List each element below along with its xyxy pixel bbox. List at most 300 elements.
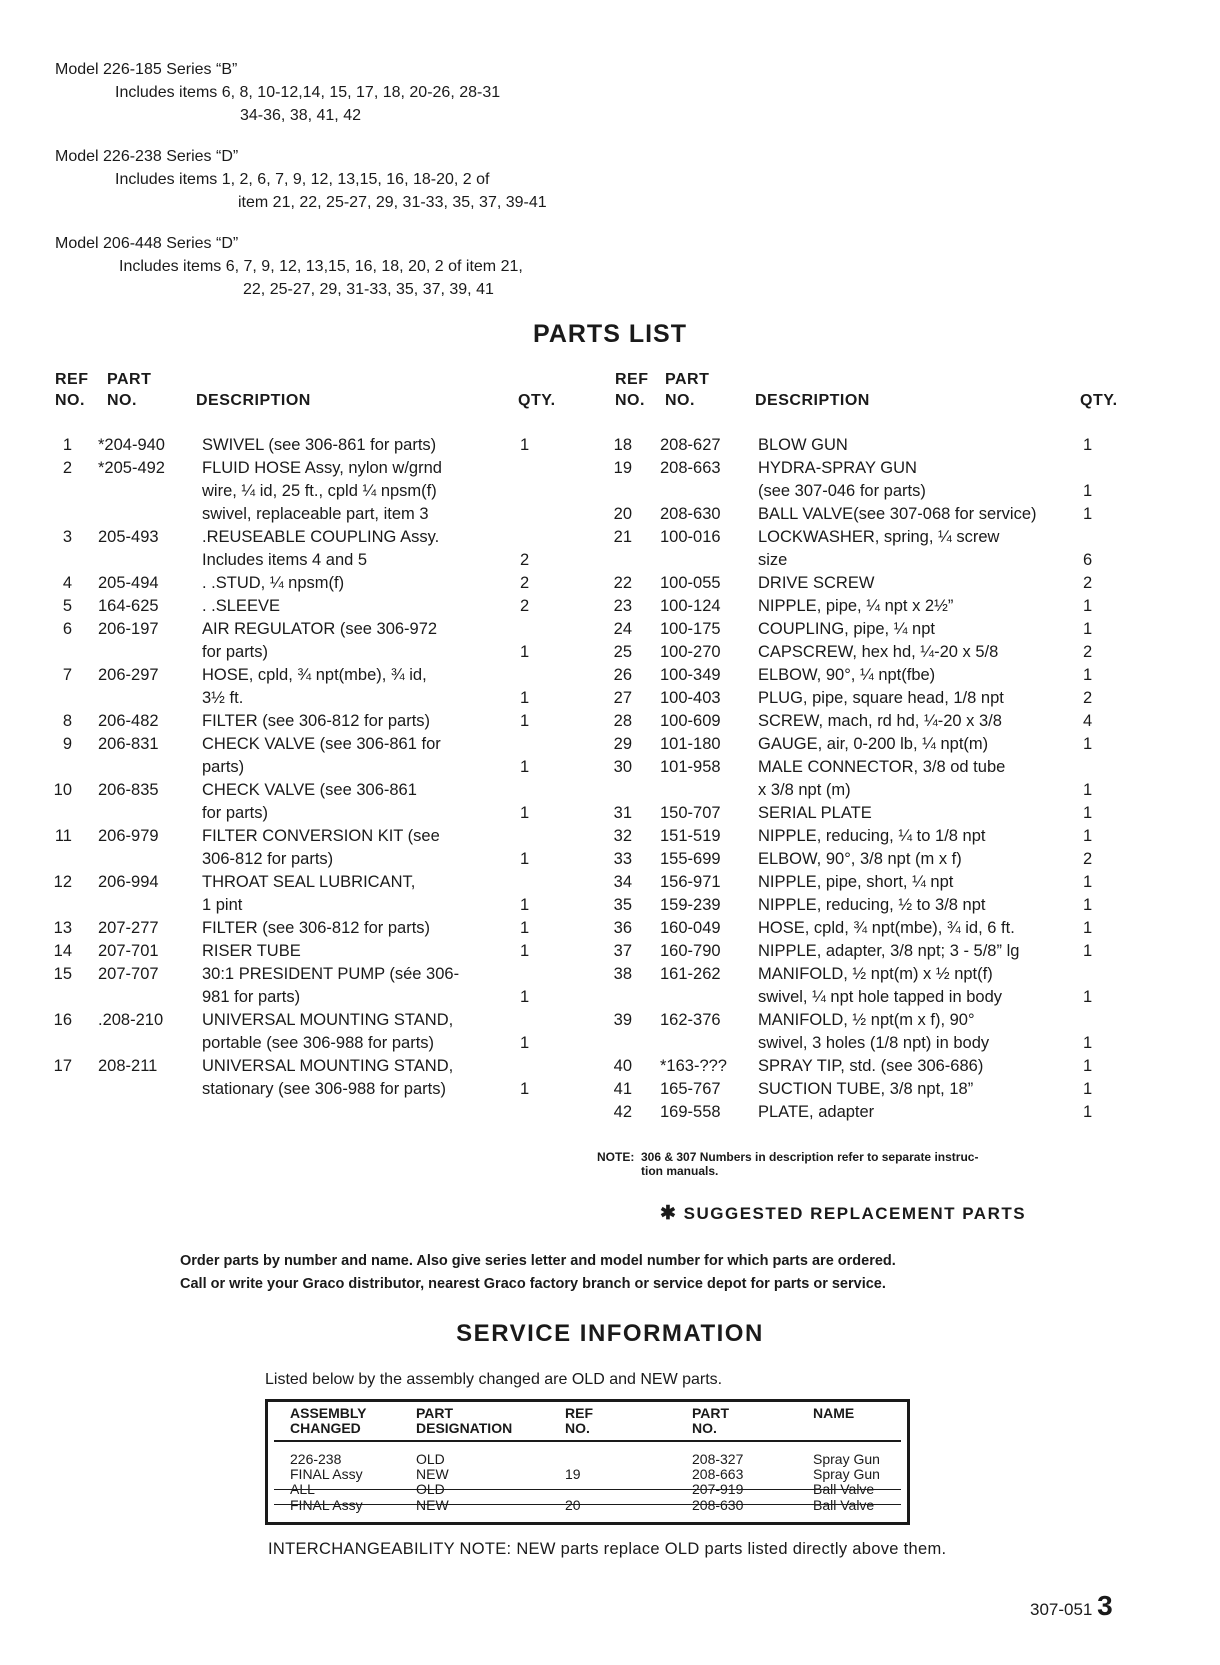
qty: 2 bbox=[1083, 643, 1093, 661]
service-intro: Listed below by the assembly changed are OLD and NEW parts. bbox=[265, 1371, 723, 1388]
parts-row bbox=[50, 848, 570, 871]
parts-row bbox=[50, 710, 570, 733]
part-no: 205-494 bbox=[98, 574, 159, 592]
ref-no: 9 bbox=[62, 735, 72, 753]
parts-table-right bbox=[610, 434, 1125, 1124]
description: SWIVEL (see 306-861 for parts) bbox=[202, 436, 437, 454]
note-text: 306 & 307 Numbers in description refer to separate instruc- bbox=[641, 1150, 979, 1164]
part-no: 100-403 bbox=[660, 689, 721, 707]
qty: 1 bbox=[520, 758, 530, 776]
suggested-replacement-parts bbox=[660, 1202, 1026, 1225]
col-part-no: NO. bbox=[692, 1420, 717, 1436]
parts-row bbox=[610, 457, 1125, 480]
description: . .STUD, ¼ npsm(f) bbox=[202, 574, 345, 592]
ref-no: 29 bbox=[613, 735, 632, 753]
ref-no: 8 bbox=[62, 712, 72, 730]
parts-row bbox=[610, 641, 1125, 664]
parts-row bbox=[50, 917, 570, 940]
part-no: 206-979 bbox=[98, 827, 159, 845]
parts-row bbox=[610, 894, 1125, 917]
parts-row bbox=[610, 825, 1125, 848]
ref-no: 16 bbox=[53, 1011, 72, 1029]
part-no: 159-239 bbox=[660, 896, 721, 914]
qty: 1 bbox=[1083, 827, 1093, 845]
ref-no: 21 bbox=[613, 528, 632, 546]
service-row bbox=[268, 1452, 907, 1467]
qty: 1 bbox=[1083, 1034, 1093, 1052]
col-name: NAME bbox=[813, 1405, 855, 1421]
note-text: tion manuals. bbox=[641, 1164, 719, 1178]
parts-row bbox=[610, 480, 1125, 503]
col-ref: REF bbox=[565, 1405, 593, 1421]
ref-no: 24 bbox=[613, 620, 632, 638]
parts-row bbox=[610, 917, 1125, 940]
header-part: PART bbox=[107, 371, 152, 388]
header-ref: REF bbox=[615, 371, 649, 388]
part-name: Ball Valve bbox=[813, 1481, 875, 1497]
part-no: 206-297 bbox=[98, 666, 159, 684]
ref-no: 10 bbox=[53, 781, 72, 799]
description: HYDRA-SPRAY GUN bbox=[758, 459, 917, 477]
parts-row bbox=[610, 986, 1125, 1009]
qty: 1 bbox=[1083, 781, 1093, 799]
parts-row bbox=[610, 733, 1125, 756]
parts-row bbox=[610, 871, 1125, 894]
description: ELBOW, 90°, ¼ npt(fbe) bbox=[758, 666, 936, 684]
ref-no: 34 bbox=[613, 873, 632, 891]
description: swivel, 3 holes (1/8 npt) in body bbox=[758, 1034, 990, 1052]
part-no: 100-609 bbox=[660, 712, 721, 730]
ref-no: 30 bbox=[613, 758, 632, 776]
ref-no: 6 bbox=[62, 620, 72, 638]
assembly-changed: FINAL Assy bbox=[290, 1497, 363, 1513]
description: NIPPLE, pipe, short, ¼ npt bbox=[758, 873, 954, 891]
description: x 3/8 npt (m) bbox=[758, 781, 851, 799]
parts-list-title: PARTS LIST bbox=[533, 320, 687, 348]
qty: 1 bbox=[1083, 988, 1093, 1006]
description: COUPLING, pipe, ¼ npt bbox=[758, 620, 935, 638]
model-includes-line: Includes items 1, 2, 6, 7, 9, 12, 13,15, 16, 18-20, 2 of bbox=[115, 171, 490, 188]
ref-no: 26 bbox=[613, 666, 632, 684]
parts-row bbox=[610, 963, 1125, 986]
parts-row bbox=[610, 848, 1125, 871]
header-qty: QTY. bbox=[1080, 392, 1118, 409]
parts-row bbox=[50, 1055, 570, 1078]
ref-no: 38 bbox=[613, 965, 632, 983]
ref-no: 39 bbox=[613, 1011, 632, 1029]
part-no: 165-767 bbox=[660, 1080, 721, 1098]
col-designation: PART bbox=[416, 1405, 454, 1421]
description: SPRAY TIP, std. (see 306-686) bbox=[758, 1057, 984, 1075]
ref-no: 3 bbox=[62, 528, 72, 546]
ref-no: 19 bbox=[613, 459, 632, 477]
model-includes bbox=[55, 255, 547, 301]
part-no: 162-376 bbox=[660, 1011, 721, 1029]
part-no: 207-919 bbox=[692, 1481, 744, 1497]
model-block-226-185 bbox=[55, 58, 547, 127]
parts-row bbox=[610, 618, 1125, 641]
part-no: 205-493 bbox=[98, 528, 159, 546]
ref-no: 11 bbox=[54, 827, 72, 845]
model-title: Model 226-185 Series “B” bbox=[55, 61, 238, 78]
part-no: 206-197 bbox=[98, 620, 159, 638]
description: AIR REGULATOR (see 306-972 bbox=[202, 620, 438, 638]
parts-row bbox=[50, 825, 570, 848]
qty: 1 bbox=[520, 1034, 530, 1052]
model-block-226-238 bbox=[55, 145, 547, 214]
qty: 1 bbox=[520, 712, 530, 730]
part-designation: NEW bbox=[416, 1497, 449, 1513]
service-row bbox=[268, 1467, 907, 1482]
qty: 1 bbox=[520, 436, 530, 454]
qty: 1 bbox=[1083, 873, 1093, 891]
ref-no: 32 bbox=[613, 827, 632, 845]
ref-no: 17 bbox=[53, 1057, 72, 1075]
parts-row bbox=[50, 986, 570, 1009]
description: CHECK VALVE (see 306-861 bbox=[202, 781, 417, 799]
part-no: 161-262 bbox=[660, 965, 721, 983]
parts-row bbox=[610, 1032, 1125, 1055]
qty: 2 bbox=[1083, 850, 1093, 868]
col-ref: NO. bbox=[565, 1420, 590, 1436]
ref-no: 5 bbox=[62, 597, 72, 615]
description: GAUGE, air, 0-200 lb, ¼ npt(m) bbox=[758, 735, 989, 753]
parts-row bbox=[50, 1009, 570, 1032]
model-list bbox=[55, 58, 547, 319]
header-qty: QTY. bbox=[518, 392, 556, 409]
description: NIPPLE, reducing, ½ to 3/8 npt bbox=[758, 896, 986, 914]
part-no: 208-630 bbox=[692, 1497, 744, 1513]
ref-no: 1 bbox=[62, 436, 72, 454]
parts-row bbox=[610, 779, 1125, 802]
ref-no: 31 bbox=[613, 804, 632, 822]
qty: 1 bbox=[1083, 896, 1093, 914]
page-code: 307-051 bbox=[1030, 1600, 1093, 1619]
parts-row bbox=[50, 457, 570, 480]
ref-no: 33 bbox=[613, 850, 632, 868]
parts-row bbox=[50, 779, 570, 802]
qty: 1 bbox=[1083, 505, 1093, 523]
asterisk-icon: ✱ bbox=[660, 1203, 678, 1224]
row-divider bbox=[274, 1504, 901, 1505]
part-designation: OLD bbox=[416, 1481, 445, 1497]
part-no: 101-958 bbox=[660, 758, 721, 776]
part-no: 151-519 bbox=[660, 827, 721, 845]
parts-row bbox=[610, 526, 1125, 549]
ref-no: 12 bbox=[53, 873, 72, 891]
qty: 1 bbox=[520, 919, 530, 937]
part-name: Spray Gun bbox=[813, 1451, 880, 1467]
col-designation: DESIGNATION bbox=[416, 1420, 513, 1436]
assembly-changed: FINAL Assy bbox=[290, 1466, 363, 1482]
parts-row bbox=[610, 434, 1125, 457]
ref-no: 37 bbox=[613, 942, 632, 960]
part-no: *204-940 bbox=[98, 436, 165, 454]
model-includes-line: 22, 25-27, 29, 31-33, 35, 37, 39, 41 bbox=[243, 281, 494, 298]
qty: 1 bbox=[1083, 1057, 1093, 1075]
parts-row bbox=[50, 664, 570, 687]
parts-row bbox=[50, 572, 570, 595]
part-no: 164-625 bbox=[98, 597, 159, 615]
description: LOCKWASHER, spring, ¼ screw bbox=[758, 528, 1000, 546]
description: UNIVERSAL MOUNTING STAND, bbox=[202, 1057, 454, 1075]
parts-row bbox=[610, 549, 1125, 572]
header-ref-no: NO. bbox=[615, 392, 645, 409]
part-no: 150-707 bbox=[660, 804, 721, 822]
description: NIPPLE, adapter, 3/8 npt; 3 - 5/8” lg bbox=[758, 942, 1020, 960]
description: CAPSCREW, hex hd, ¼-20 x 5/8 bbox=[758, 643, 999, 661]
parts-row bbox=[50, 733, 570, 756]
description: 306-812 for parts) bbox=[202, 850, 334, 868]
description: . .SLEEVE bbox=[202, 597, 280, 615]
parts-row bbox=[50, 963, 570, 986]
qty: 2 bbox=[520, 574, 530, 592]
parts-row bbox=[50, 802, 570, 825]
parts-row bbox=[50, 1032, 570, 1055]
part-no: 206-831 bbox=[98, 735, 159, 753]
part-no: 100-349 bbox=[660, 666, 721, 684]
parts-row bbox=[50, 1078, 570, 1101]
parts-row bbox=[610, 1101, 1125, 1124]
qty: 1 bbox=[520, 1080, 530, 1098]
description: swivel, replaceable part, item 3 bbox=[202, 505, 429, 523]
part-no: 208-663 bbox=[692, 1466, 744, 1482]
qty: 1 bbox=[1083, 666, 1093, 684]
parts-row bbox=[610, 595, 1125, 618]
qty: 1 bbox=[1083, 620, 1093, 638]
assembly-changed: 226-238 bbox=[290, 1451, 342, 1467]
parts-row bbox=[610, 1078, 1125, 1101]
part-no: 207-707 bbox=[98, 965, 159, 983]
model-includes-line: 34-36, 38, 41, 42 bbox=[240, 107, 361, 124]
model-includes bbox=[55, 81, 547, 127]
part-no: 160-049 bbox=[660, 919, 721, 937]
part-no: 101-180 bbox=[660, 735, 721, 753]
page-footer bbox=[1030, 1590, 1113, 1622]
ref-no: 20 bbox=[613, 505, 632, 523]
note-label: NOTE: bbox=[597, 1150, 635, 1164]
description: ELBOW, 90°, 3/8 npt (m x f) bbox=[758, 850, 962, 868]
description: UNIVERSAL MOUNTING STAND, bbox=[202, 1011, 454, 1029]
part-no: 208-627 bbox=[660, 436, 721, 454]
parts-row bbox=[50, 756, 570, 779]
ref-no: 7 bbox=[62, 666, 72, 684]
part-no: 208-630 bbox=[660, 505, 721, 523]
model-includes bbox=[55, 168, 547, 214]
model-includes-line: item 21, 22, 25-27, 29, 31-33, 35, 37, 39-41 bbox=[238, 194, 547, 211]
header-part-no: NO. bbox=[107, 392, 137, 409]
header-ref-no: NO. bbox=[55, 392, 85, 409]
description: DRIVE SCREW bbox=[758, 574, 875, 592]
description: CHECK VALVE (see 306-861 for bbox=[202, 735, 441, 753]
qty: 2 bbox=[520, 597, 530, 615]
ref-no: 42 bbox=[613, 1103, 632, 1121]
service-row bbox=[268, 1498, 907, 1513]
parts-row bbox=[610, 572, 1125, 595]
ref-no: 25 bbox=[613, 643, 632, 661]
description: FLUID HOSE Assy, nylon w/grnd bbox=[202, 459, 442, 477]
header-part-no: NO. bbox=[665, 392, 695, 409]
qty: 4 bbox=[1083, 712, 1093, 730]
ref-no: 19 bbox=[565, 1466, 581, 1482]
qty: 1 bbox=[1083, 735, 1093, 753]
part-no: 100-124 bbox=[660, 597, 721, 615]
qty: 2 bbox=[520, 551, 530, 569]
description: MANIFOLD, ½ npt(m) x ½ npt(f) bbox=[758, 965, 993, 983]
header-description: DESCRIPTION bbox=[755, 392, 870, 409]
description: THROAT SEAL LUBRICANT, bbox=[202, 873, 416, 891]
part-no: 206-482 bbox=[98, 712, 159, 730]
ref-no: 18 bbox=[613, 436, 632, 454]
description: Includes items 4 and 5 bbox=[202, 551, 368, 569]
parts-row bbox=[50, 940, 570, 963]
qty: 1 bbox=[1083, 942, 1093, 960]
parts-row bbox=[50, 687, 570, 710]
description: 1 pint bbox=[202, 896, 243, 914]
description: size bbox=[758, 551, 788, 569]
order-line: Order parts by number and name. Also give series letter and model number for which parts are ordered. bbox=[180, 1253, 896, 1269]
service-table bbox=[265, 1399, 910, 1525]
parts-row bbox=[610, 503, 1125, 526]
part-no: 206-994 bbox=[98, 873, 159, 891]
col-assembly: CHANGED bbox=[290, 1420, 361, 1436]
ref-no: 20 bbox=[565, 1497, 581, 1513]
parts-note bbox=[597, 1150, 978, 1178]
parts-row bbox=[610, 664, 1125, 687]
description: FILTER CONVERSION KIT (see bbox=[202, 827, 440, 845]
parts-row bbox=[50, 549, 570, 572]
parts-row bbox=[610, 940, 1125, 963]
description: (see 307-046 for parts) bbox=[758, 482, 926, 500]
parts-row bbox=[50, 434, 570, 457]
qty: 1 bbox=[1083, 804, 1093, 822]
qty: 1 bbox=[520, 850, 530, 868]
parts-row bbox=[610, 756, 1125, 779]
description: parts) bbox=[202, 758, 245, 776]
description: MANIFOLD, ½ npt(m x f), 90° bbox=[758, 1011, 975, 1029]
parts-row bbox=[50, 894, 570, 917]
description: portable (see 306-988 for parts) bbox=[202, 1034, 435, 1052]
order-line: Call or write your Graco distributor, nearest Graco factory branch or service depot for parts or service. bbox=[180, 1276, 886, 1292]
qty: 1 bbox=[1083, 919, 1093, 937]
description: BLOW GUN bbox=[758, 436, 848, 454]
description: HOSE, cpld, ¾ npt(mbe), ¾ id, 6 ft. bbox=[758, 919, 1015, 937]
part-name: Ball Valve bbox=[813, 1497, 875, 1513]
part-name: Spray Gun bbox=[813, 1466, 880, 1482]
parts-table-left bbox=[50, 434, 570, 1101]
part-no: 208-211 bbox=[98, 1057, 158, 1075]
parts-row bbox=[50, 480, 570, 503]
part-no: .208-210 bbox=[98, 1011, 164, 1029]
description: stationary (see 306-988 for parts) bbox=[202, 1080, 446, 1098]
page-number: 3 bbox=[1097, 1590, 1113, 1621]
description: HOSE, cpld, ¾ npt(mbe), ¾ id, bbox=[202, 666, 427, 684]
part-no: 155-699 bbox=[660, 850, 721, 868]
model-includes-line: Includes items 6, 8, 10-12,14, 15, 17, 18, 20-26, 28-31 bbox=[115, 84, 501, 101]
ref-no: 2 bbox=[62, 459, 72, 477]
description: 3½ ft. bbox=[202, 689, 244, 707]
parts-row bbox=[610, 1009, 1125, 1032]
parts-row bbox=[610, 710, 1125, 733]
qty: 1 bbox=[520, 942, 530, 960]
part-no: 169-558 bbox=[660, 1103, 721, 1121]
service-information-title: SERVICE INFORMATION bbox=[456, 1320, 764, 1347]
part-no: 100-270 bbox=[660, 643, 721, 661]
suggested-label: SUGGESTED REPLACEMENT PARTS bbox=[683, 1204, 1027, 1223]
description: PLATE, adapter bbox=[758, 1103, 875, 1121]
ref-no: 22 bbox=[613, 574, 632, 592]
qty: 2 bbox=[1083, 689, 1093, 707]
header-part: PART bbox=[665, 371, 710, 388]
part-designation: OLD bbox=[416, 1451, 445, 1467]
model-title: Model 206-448 Series “D” bbox=[55, 235, 239, 252]
part-no: 207-277 bbox=[98, 919, 159, 937]
col-assembly: ASSEMBLY bbox=[290, 1405, 367, 1421]
parts-row bbox=[50, 618, 570, 641]
qty: 1 bbox=[520, 896, 530, 914]
part-no: 206-835 bbox=[98, 781, 159, 799]
part-no: 100-055 bbox=[660, 574, 721, 592]
col-part-no: PART bbox=[692, 1405, 730, 1421]
ref-no: 23 bbox=[613, 597, 632, 615]
part-no: 208-327 bbox=[692, 1451, 744, 1467]
part-no: 208-663 bbox=[660, 459, 721, 477]
description: for parts) bbox=[202, 804, 269, 822]
description: 30:1 PRESIDENT PUMP (sée 306- bbox=[202, 965, 460, 983]
description: for parts) bbox=[202, 643, 269, 661]
header-ref: REF bbox=[55, 371, 89, 388]
qty: 1 bbox=[1083, 1103, 1093, 1121]
description: 981 for parts) bbox=[202, 988, 301, 1006]
parts-row bbox=[50, 641, 570, 664]
parts-row bbox=[50, 503, 570, 526]
part-no: 207-701 bbox=[98, 942, 159, 960]
part-no: 156-971 bbox=[660, 873, 721, 891]
row-divider bbox=[274, 1489, 901, 1490]
ref-no: 35 bbox=[613, 896, 632, 914]
part-no: 100-175 bbox=[660, 620, 721, 638]
ref-no: 14 bbox=[53, 942, 72, 960]
parts-row bbox=[610, 802, 1125, 825]
model-includes-line: Includes items 6, 7, 9, 12, 13,15, 16, 18, 20, 2 of item 21, bbox=[119, 258, 523, 275]
model-title: Model 226-238 Series “D” bbox=[55, 148, 239, 165]
ref-no: 4 bbox=[62, 574, 72, 592]
ref-no: 41 bbox=[613, 1080, 632, 1098]
ref-no: 13 bbox=[53, 919, 72, 937]
description: BALL VALVE(see 307-068 for service) bbox=[758, 505, 1037, 523]
description: SERIAL PLATE bbox=[758, 804, 872, 822]
order-instructions bbox=[180, 1250, 896, 1296]
part-no: *205-492 bbox=[98, 459, 165, 477]
description: PLUG, pipe, square head, 1/8 npt bbox=[758, 689, 1004, 707]
parts-row bbox=[610, 687, 1125, 710]
qty: 2 bbox=[1083, 574, 1093, 592]
header-description: DESCRIPTION bbox=[196, 392, 311, 409]
description: FILTER (see 306-812 for parts) bbox=[202, 712, 431, 730]
qty: 1 bbox=[1083, 436, 1093, 454]
parts-row bbox=[50, 526, 570, 549]
qty: 1 bbox=[1083, 597, 1093, 615]
description: RISER TUBE bbox=[202, 942, 301, 960]
ref-no: 15 bbox=[53, 965, 72, 983]
description: swivel, ¼ npt hole tapped in body bbox=[758, 988, 1002, 1006]
qty: 1 bbox=[520, 689, 530, 707]
qty: 6 bbox=[1083, 551, 1093, 569]
assembly-changed: ALL bbox=[290, 1481, 315, 1497]
qty: 1 bbox=[520, 804, 530, 822]
ref-no: 40 bbox=[613, 1057, 632, 1075]
part-designation: NEW bbox=[416, 1466, 449, 1482]
